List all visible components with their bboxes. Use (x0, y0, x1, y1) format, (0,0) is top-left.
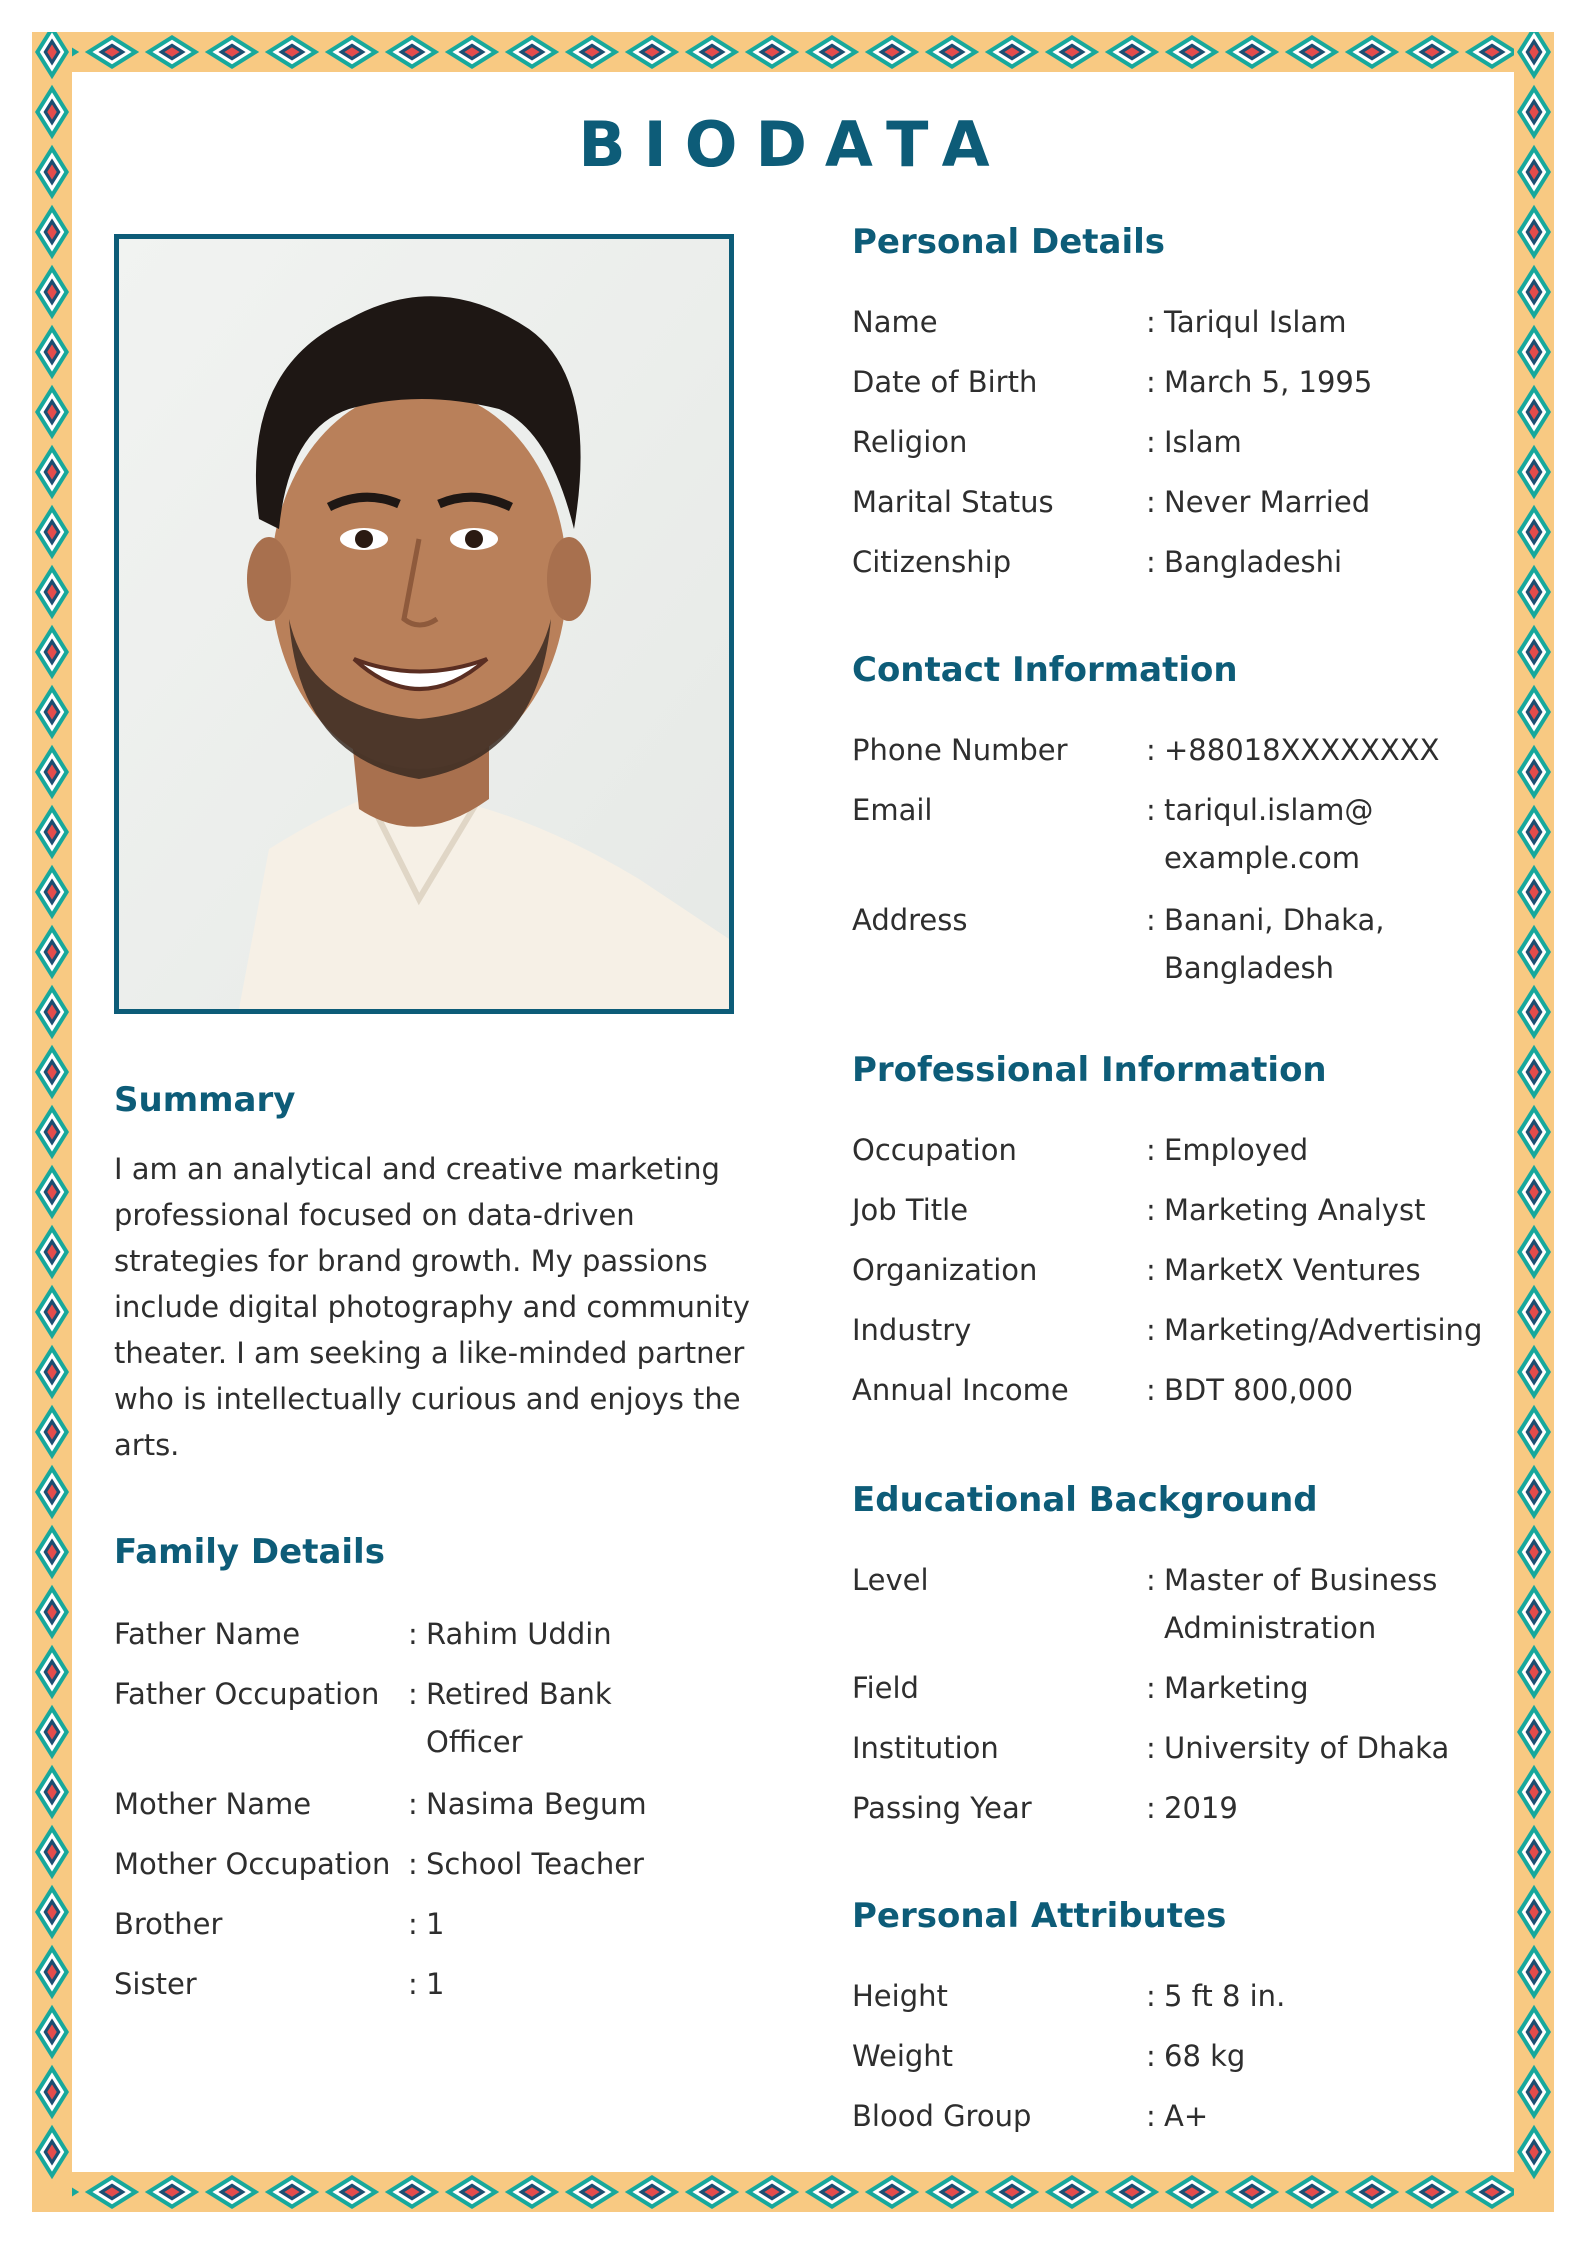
row-separator: : (1146, 425, 1156, 459)
row-label: Citizenship (852, 545, 1012, 579)
row-label: Organization (852, 1253, 1038, 1287)
row-label: Phone Number (852, 733, 1068, 767)
row-label: Sister (114, 1967, 197, 2001)
row-separator: : (1146, 2099, 1156, 2133)
row-value: Banani, Dhaka, Bangladesh (1164, 903, 1385, 985)
row-separator: : (1146, 365, 1156, 399)
row-label: Job Title (852, 1193, 969, 1227)
row-separator: : (408, 1617, 418, 1651)
row-label: Blood Group (852, 2099, 1032, 2133)
row-label: Institution (852, 1731, 999, 1765)
row-separator: : (408, 1787, 418, 1821)
row-label: Address (852, 903, 968, 937)
row-label: Email (852, 793, 933, 827)
row-separator: : (1146, 1979, 1156, 2013)
row-label: Mother Occupation (114, 1847, 391, 1881)
row-label: Religion (852, 425, 968, 459)
row-separator: : (1146, 1133, 1156, 1167)
row-separator: : (1146, 1313, 1156, 1347)
row-separator: : (1146, 305, 1156, 339)
row-label: Field (852, 1671, 919, 1705)
row-value: +88018XXXXXXXX (1164, 733, 1440, 767)
row-separator: : (408, 1967, 418, 2001)
row-label: Father Occupation (114, 1677, 380, 1711)
summary-text: I am an analytical and creative marketing professional focused on data-driven strategies for brand growth. My passions include digital photography and community theater. I am seeking a like-minded partner who is intellectually curious and enjoys the arts. (114, 1152, 750, 1462)
row-value: 2019 (1164, 1791, 1238, 1825)
row-label: Brother (114, 1907, 223, 1941)
row-label: Name (852, 305, 938, 339)
row-value: BDT 800,000 (1164, 1373, 1354, 1407)
row-value: A+ (1164, 2099, 1209, 2133)
row-separator: : (1146, 485, 1156, 519)
row-separator: : (1146, 903, 1156, 937)
personal-details-heading: Personal Details (852, 222, 1166, 262)
row-separator: : (1146, 1193, 1156, 1227)
personal-attributes-heading: Personal Attributes (852, 1896, 1227, 1936)
row-separator: : (1146, 1731, 1156, 1765)
row-value: 5 ft 8 in. (1164, 1979, 1286, 2013)
decorative-border-top (32, 32, 1554, 72)
row-label: Mother Name (114, 1787, 312, 1821)
row-value: Employed (1164, 1133, 1309, 1167)
row-separator: : (1146, 1373, 1156, 1407)
contact-information-heading: Contact Information (852, 650, 1238, 690)
row-separator: : (1146, 1253, 1156, 1287)
family-details-heading: Family Details (114, 1532, 385, 1572)
row-label: Weight (852, 2039, 954, 2073)
portrait-photo-icon (119, 239, 729, 1009)
row-value: University of Dhaka (1164, 1731, 1450, 1765)
row-separator: : (408, 1907, 418, 1941)
row-label: Passing Year (852, 1791, 1032, 1825)
row-value: tariqul.islam@ example.com (1164, 793, 1374, 875)
decorative-border-right (1514, 32, 1554, 2212)
row-separator: : (1146, 1791, 1156, 1825)
row-value: March 5, 1995 (1164, 365, 1373, 399)
row-separator: : (1146, 545, 1156, 579)
row-value: Rahim Uddin (426, 1617, 612, 1651)
row-value: Master of Business Administration (1164, 1563, 1438, 1645)
row-label: Occupation (852, 1133, 1017, 1167)
row-value: MarketX Ventures (1164, 1253, 1421, 1287)
row-value: Marketing/Advertising (1164, 1313, 1483, 1347)
educational-background-heading: Educational Background (852, 1480, 1318, 1520)
profile-photo (114, 234, 734, 1014)
row-separator: : (1146, 1671, 1156, 1705)
page-title: BIODATA (578, 108, 1008, 181)
row-value: Tariqul Islam (1164, 305, 1347, 339)
row-value: 68 kg (1164, 2039, 1246, 2073)
decorative-border-bottom (32, 2172, 1554, 2212)
row-separator: : (1146, 793, 1156, 827)
decorative-border-left (32, 32, 72, 2212)
row-value: Never Married (1164, 485, 1371, 519)
summary-heading: Summary (114, 1080, 296, 1120)
row-label: Date of Birth (852, 365, 1038, 399)
row-value: Marketing (1164, 1671, 1309, 1705)
row-label: Father Name (114, 1617, 301, 1651)
row-value: Marketing Analyst (1164, 1193, 1426, 1227)
row-value: 1 (426, 1907, 445, 1941)
row-value: Islam (1164, 425, 1242, 459)
row-value: School Teacher (426, 1847, 644, 1881)
row-separator: : (408, 1677, 418, 1711)
professional-information-heading: Professional Information (852, 1050, 1327, 1090)
row-value: Retired Bank Officer (426, 1677, 612, 1759)
row-separator: : (1146, 2039, 1156, 2073)
row-separator: : (408, 1847, 418, 1881)
row-label: Annual Income (852, 1373, 1069, 1407)
row-label: Level (852, 1563, 929, 1597)
row-label: Height (852, 1979, 948, 2013)
row-separator: : (1146, 1563, 1156, 1597)
row-value: 1 (426, 1967, 445, 2001)
row-value: Nasima Begum (426, 1787, 647, 1821)
row-label: Industry (852, 1313, 972, 1347)
row-label: Marital Status (852, 485, 1054, 519)
row-separator: : (1146, 733, 1156, 767)
row-value: Bangladeshi (1164, 545, 1343, 579)
